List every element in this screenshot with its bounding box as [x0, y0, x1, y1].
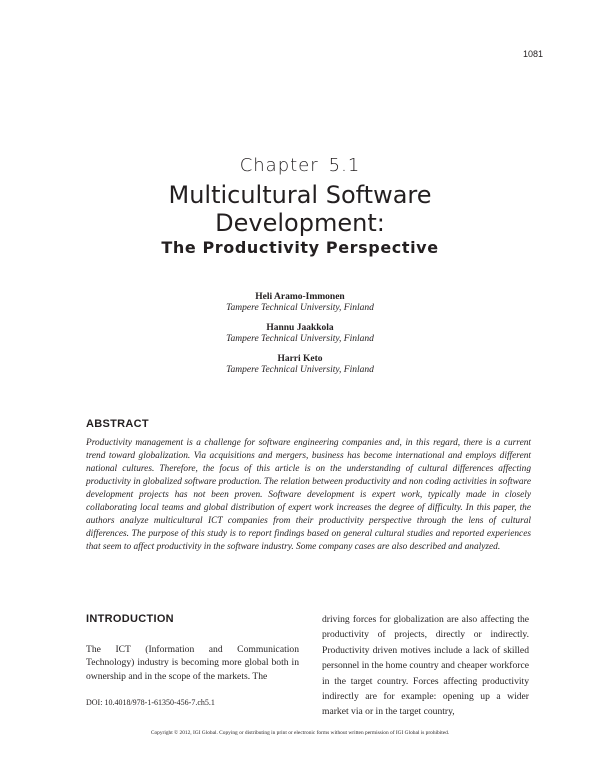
chapter-word: Chapter	[239, 155, 319, 176]
author-block	[0, 323, 600, 345]
author-name: Harri Keto	[277, 354, 323, 364]
page-number: 1081	[522, 49, 543, 59]
introduction-right-column: driving forces for globalization are also affecting the productivity of projects, directly or indirectly. Productivity driven motives include a lack of skilled personnel in the home country and cheaper workforce in the target country. Forces affecting productivity indirectly are for example: opening up a wider market via or in the target country,	[322, 614, 529, 718]
author-name: Hannu Jaakkola	[266, 323, 334, 333]
author-name: Heli Aramo-Immonen	[255, 292, 345, 302]
abstract-text: Productivity management is a challenge for software engineering companies and, in this regard, there is a current trend toward globalization. Via acquisitions and mergers, business has become international and employs different national cultures. Therefore, the focus of this article is on the understanding of cultural differences affecting productivity in globalized software production. The relation between productivity and non coding activities in software development projects has not been proven. Software development is expert work, typically made in closely collaborating local teams and global distribution of expert work increases the degree of difficulty. In this paper, the authors analyze multicultural ICT companies from their productivity perspective through the lens of cultural differences. The purpose of this study is to report findings based on general cultural studies and reported experiences that seem to affect productivity in the software industry. Some company cases are also described and analyzed.	[86, 438, 531, 552]
chapter-subtitle: The Productivity Perspective	[161, 238, 439, 257]
introduction-heading: INTRODUCTION	[86, 613, 174, 625]
copyright-notice: Copyright © 2012, IGI Global. Copying or distributing in print or electronic forms without written permission of IGI Global is prohibited.	[150, 730, 450, 736]
author-affiliation: Tampere Technical University, Finland	[226, 365, 374, 375]
author-block	[0, 292, 600, 314]
introduction-left-column: The ICT (Information and Communication Technology) industry is becoming more global both in ownership and in the scope of the markets. The	[86, 644, 299, 682]
chapter-title	[0, 181, 600, 237]
doi: DOI: 10.4018/978-1-61350-456-7.ch5.1	[86, 698, 215, 707]
author-list	[0, 292, 600, 385]
author-affiliation: Tampere Technical University, Finland	[226, 303, 374, 313]
author-affiliation: Tampere Technical University, Finland	[226, 334, 374, 344]
abstract-heading: ABSTRACT	[86, 418, 149, 430]
chapter-label	[0, 155, 600, 176]
title-line-2: Development:	[215, 209, 385, 237]
chapter-number: 5.1	[328, 155, 361, 176]
title-line-1: Multicultural Software	[168, 181, 432, 209]
author-block	[0, 354, 600, 376]
